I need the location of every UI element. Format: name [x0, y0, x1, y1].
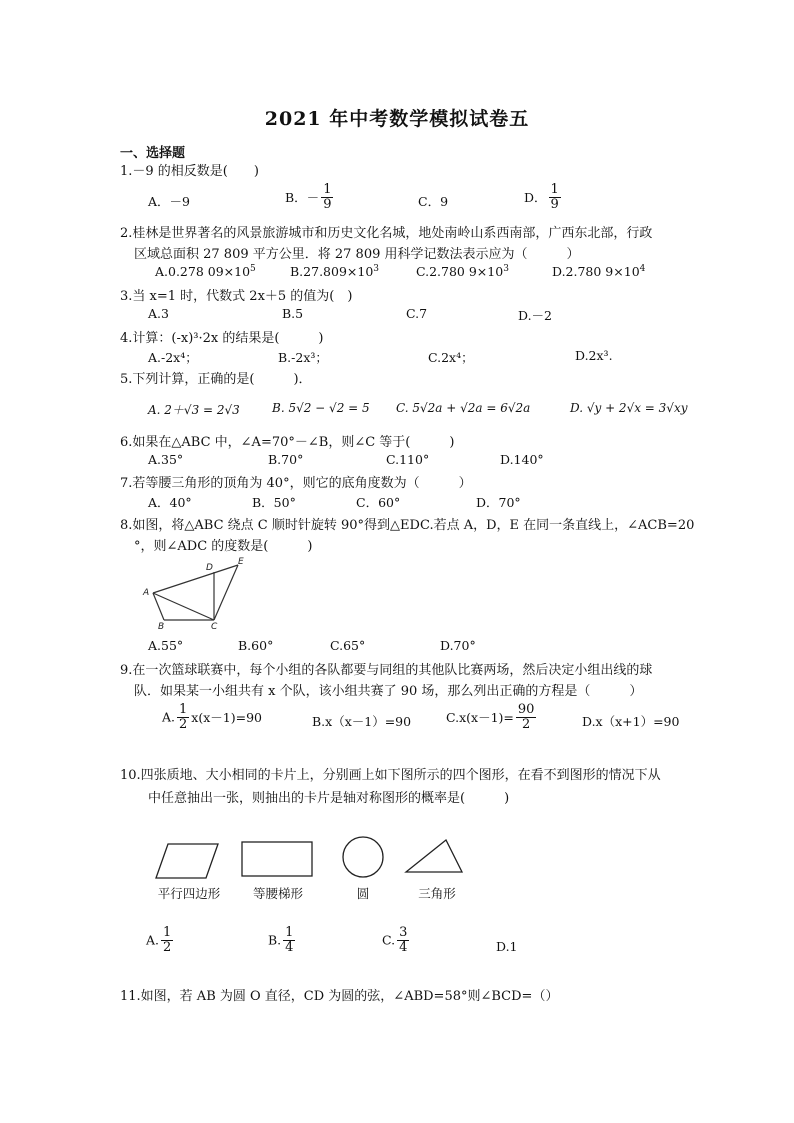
- question-9-option-b: B.x（x－1）=90: [312, 714, 412, 729]
- section-heading: 一、选择题: [120, 146, 186, 161]
- question-10-option-c: [382, 926, 411, 954]
- question-6-option-b: B.70°: [268, 452, 304, 467]
- denominator: 4: [285, 939, 294, 955]
- denominator: 2: [179, 716, 188, 732]
- question-7-stem: 7.若等腰三角形的顶角为 40°，则它的底角度数为（ ）: [120, 476, 472, 491]
- question-2-line-1: 2.桂林是世界著名的风景旅游城市和历史文化名城，地处南岭山系西南部，广西东北部，行政: [120, 226, 653, 241]
- point-label-e: E: [238, 557, 244, 567]
- point-label-a: A: [143, 588, 150, 598]
- denominator: 9: [323, 196, 332, 212]
- question-5-stem: 5.下列计算，正确的是( )．: [120, 372, 312, 387]
- option-text: C.2.780 9×10: [416, 264, 504, 280]
- option-text: B.27.809×10: [290, 264, 374, 280]
- question-6-option-c: C.110°: [386, 452, 430, 467]
- point-label-c: C: [211, 622, 218, 630]
- question-8-line-2: °，则∠ADC 的度数是( ): [134, 539, 313, 554]
- question-9-option-a: [162, 703, 262, 731]
- question-10-line-1: 10.四张质地、大小相同的卡片上，分别画上如下图所示的四个图形，在看不到图形的情况下从: [120, 768, 661, 783]
- triangle-shape: [406, 840, 462, 872]
- parallelogram-shape: [156, 844, 218, 878]
- shape-label-triangle: 三角形: [418, 886, 456, 901]
- question-4-stem: 4.计算：(-x)³·2x 的结果是( ): [120, 331, 324, 346]
- question-3-option-a: A.3: [148, 306, 169, 321]
- numerator: 90: [517, 702, 535, 717]
- segment-ae: [153, 565, 238, 593]
- point-label-b: B: [158, 622, 165, 630]
- question-8-option-c: C.65°: [330, 638, 366, 653]
- exponent: 4: [639, 264, 646, 274]
- option-text: C.x(x－1)=: [446, 710, 514, 726]
- question-1-option-c: C．9: [418, 194, 449, 209]
- question-10-option-b: [268, 926, 297, 954]
- question-5-option-d: D. √y + 2√x = 3√xy: [570, 401, 688, 415]
- segment-ec: [214, 565, 238, 620]
- question-2-line-2: 区域总面积 27 809 平方公里．将 27 809 用科学记数法表示应为（ ）: [134, 247, 580, 262]
- shape-label-trapezoid: 等腰梯形: [252, 886, 303, 901]
- question-6-option-d: D.140°: [500, 452, 544, 467]
- fraction: [516, 703, 537, 731]
- question-8-figure: [140, 555, 255, 630]
- option-d-prefix: D．: [524, 190, 547, 206]
- fraction: [397, 926, 409, 954]
- denominator: 2: [522, 716, 531, 732]
- question-11-stem: 11.如图，若 AB 为圆 O 直径，CD 为圆的弦，∠ABD=58°则∠BCD=（）: [120, 989, 559, 1004]
- numerator: 1: [550, 182, 559, 197]
- option-text: D.2.780 9×10: [552, 264, 640, 280]
- numerator: 3: [399, 925, 408, 940]
- option-b-prefix: B．－: [285, 190, 320, 206]
- question-9-line-2: 队．如果某一小组共有 x 个队，该小组共赛了 90 场，那么列出正确的方程是（ ）: [134, 684, 643, 699]
- exponent: 3: [503, 264, 509, 274]
- question-9-line-1: 9.在一次篮球联赛中，每个小组的各队都要与同组的其他队比赛两场，然后决定小组出线的球: [120, 663, 653, 678]
- question-1-stem: 1.－9 的相反数是( ): [120, 164, 259, 179]
- question-3-stem: 3.当 x=1 时，代数式 2x＋5 的值为( ): [120, 289, 353, 304]
- option-prefix: B.: [268, 932, 282, 948]
- fraction: [549, 183, 561, 211]
- exponent: 5: [250, 264, 256, 274]
- numerator: 1: [323, 182, 332, 197]
- question-4-option-b: B.-2x³；: [278, 350, 328, 365]
- fraction: [283, 926, 295, 954]
- question-6-stem: 6.如果在△ABC 中，∠A=70°－∠B，则∠C 等于( ): [120, 435, 455, 450]
- question-1-option-d: [524, 183, 563, 211]
- question-3-option-b: B.5: [282, 306, 304, 321]
- question-3-option-c: C.7: [406, 306, 428, 321]
- question-7-option-b: B．50°: [252, 495, 296, 510]
- question-8-option-d: D.70°: [440, 638, 476, 653]
- question-7-option-d: D．70°: [476, 495, 521, 510]
- shape-label-circle: 圆: [356, 886, 370, 901]
- fraction: [161, 926, 173, 954]
- circle-shape: [343, 837, 383, 877]
- question-5-option-a: A. 2＋√3 = 2√3: [148, 403, 240, 417]
- trapezoid-shape: [242, 842, 312, 876]
- question-4-option-d: D.2x³.: [575, 348, 613, 363]
- shape-label-parallelogram: 平行四边形: [157, 886, 221, 901]
- question-8-option-b: B.60°: [238, 638, 274, 653]
- numerator: 1: [285, 925, 294, 940]
- option-text: A.0.278 09×10: [155, 264, 251, 280]
- question-2-option-b: [290, 264, 379, 279]
- question-4-option-a: A.-2x⁴；: [148, 350, 198, 365]
- numerator: 1: [179, 702, 188, 717]
- question-8-option-a: A.55°: [148, 638, 184, 653]
- question-2-option-c: [416, 264, 509, 279]
- point-label-d: D: [206, 563, 213, 573]
- question-10-line-2: 中任意抽出一张，则抽出的卡片是轴对称图形的概率是( ): [148, 791, 510, 806]
- fraction: [321, 183, 333, 211]
- option-prefix: A.: [146, 932, 160, 948]
- question-7-option-a: A．40°: [148, 495, 192, 510]
- option-text: x(x－1)=90: [191, 710, 262, 726]
- question-9-option-c: [446, 703, 538, 731]
- question-4-option-c: C.2x⁴；: [428, 350, 474, 365]
- question-10-shapes: [150, 832, 470, 882]
- question-7-option-c: C．60°: [356, 495, 401, 510]
- page-title: 2021 年中考数学模拟试卷五: [264, 108, 530, 130]
- numerator: 1: [163, 925, 172, 940]
- question-1-option-b: [285, 183, 335, 211]
- question-10-option-d: D.1: [496, 939, 518, 954]
- question-10-option-a: [146, 926, 175, 954]
- question-5-option-b: B. 5√2 − √2 = 5: [272, 401, 370, 415]
- exponent: 3: [373, 264, 380, 274]
- option-prefix: C.: [382, 932, 396, 948]
- question-8-line-1: 8.如图，将△ABC 绕点 C 顺时针旋转 90°得到△EDC.若点 A，D，E 在同一条直线上，∠ACB=20: [120, 518, 695, 533]
- option-prefix: A.: [162, 709, 176, 725]
- question-1-option-a: A．－9: [148, 194, 190, 209]
- question-9-option-d: D.x（x+1）=90: [582, 714, 680, 729]
- question-5-option-c: C. 5√2a + √2a = 6√2a: [396, 401, 531, 415]
- fraction: [177, 703, 189, 731]
- denominator: 4: [399, 939, 408, 955]
- question-2-option-a: [155, 264, 256, 279]
- question-3-option-d: D.－2: [518, 308, 553, 323]
- question-6-option-a: A.35°: [148, 452, 184, 467]
- question-2-option-d: [552, 264, 645, 279]
- denominator: 9: [550, 196, 559, 212]
- denominator: 2: [163, 939, 172, 955]
